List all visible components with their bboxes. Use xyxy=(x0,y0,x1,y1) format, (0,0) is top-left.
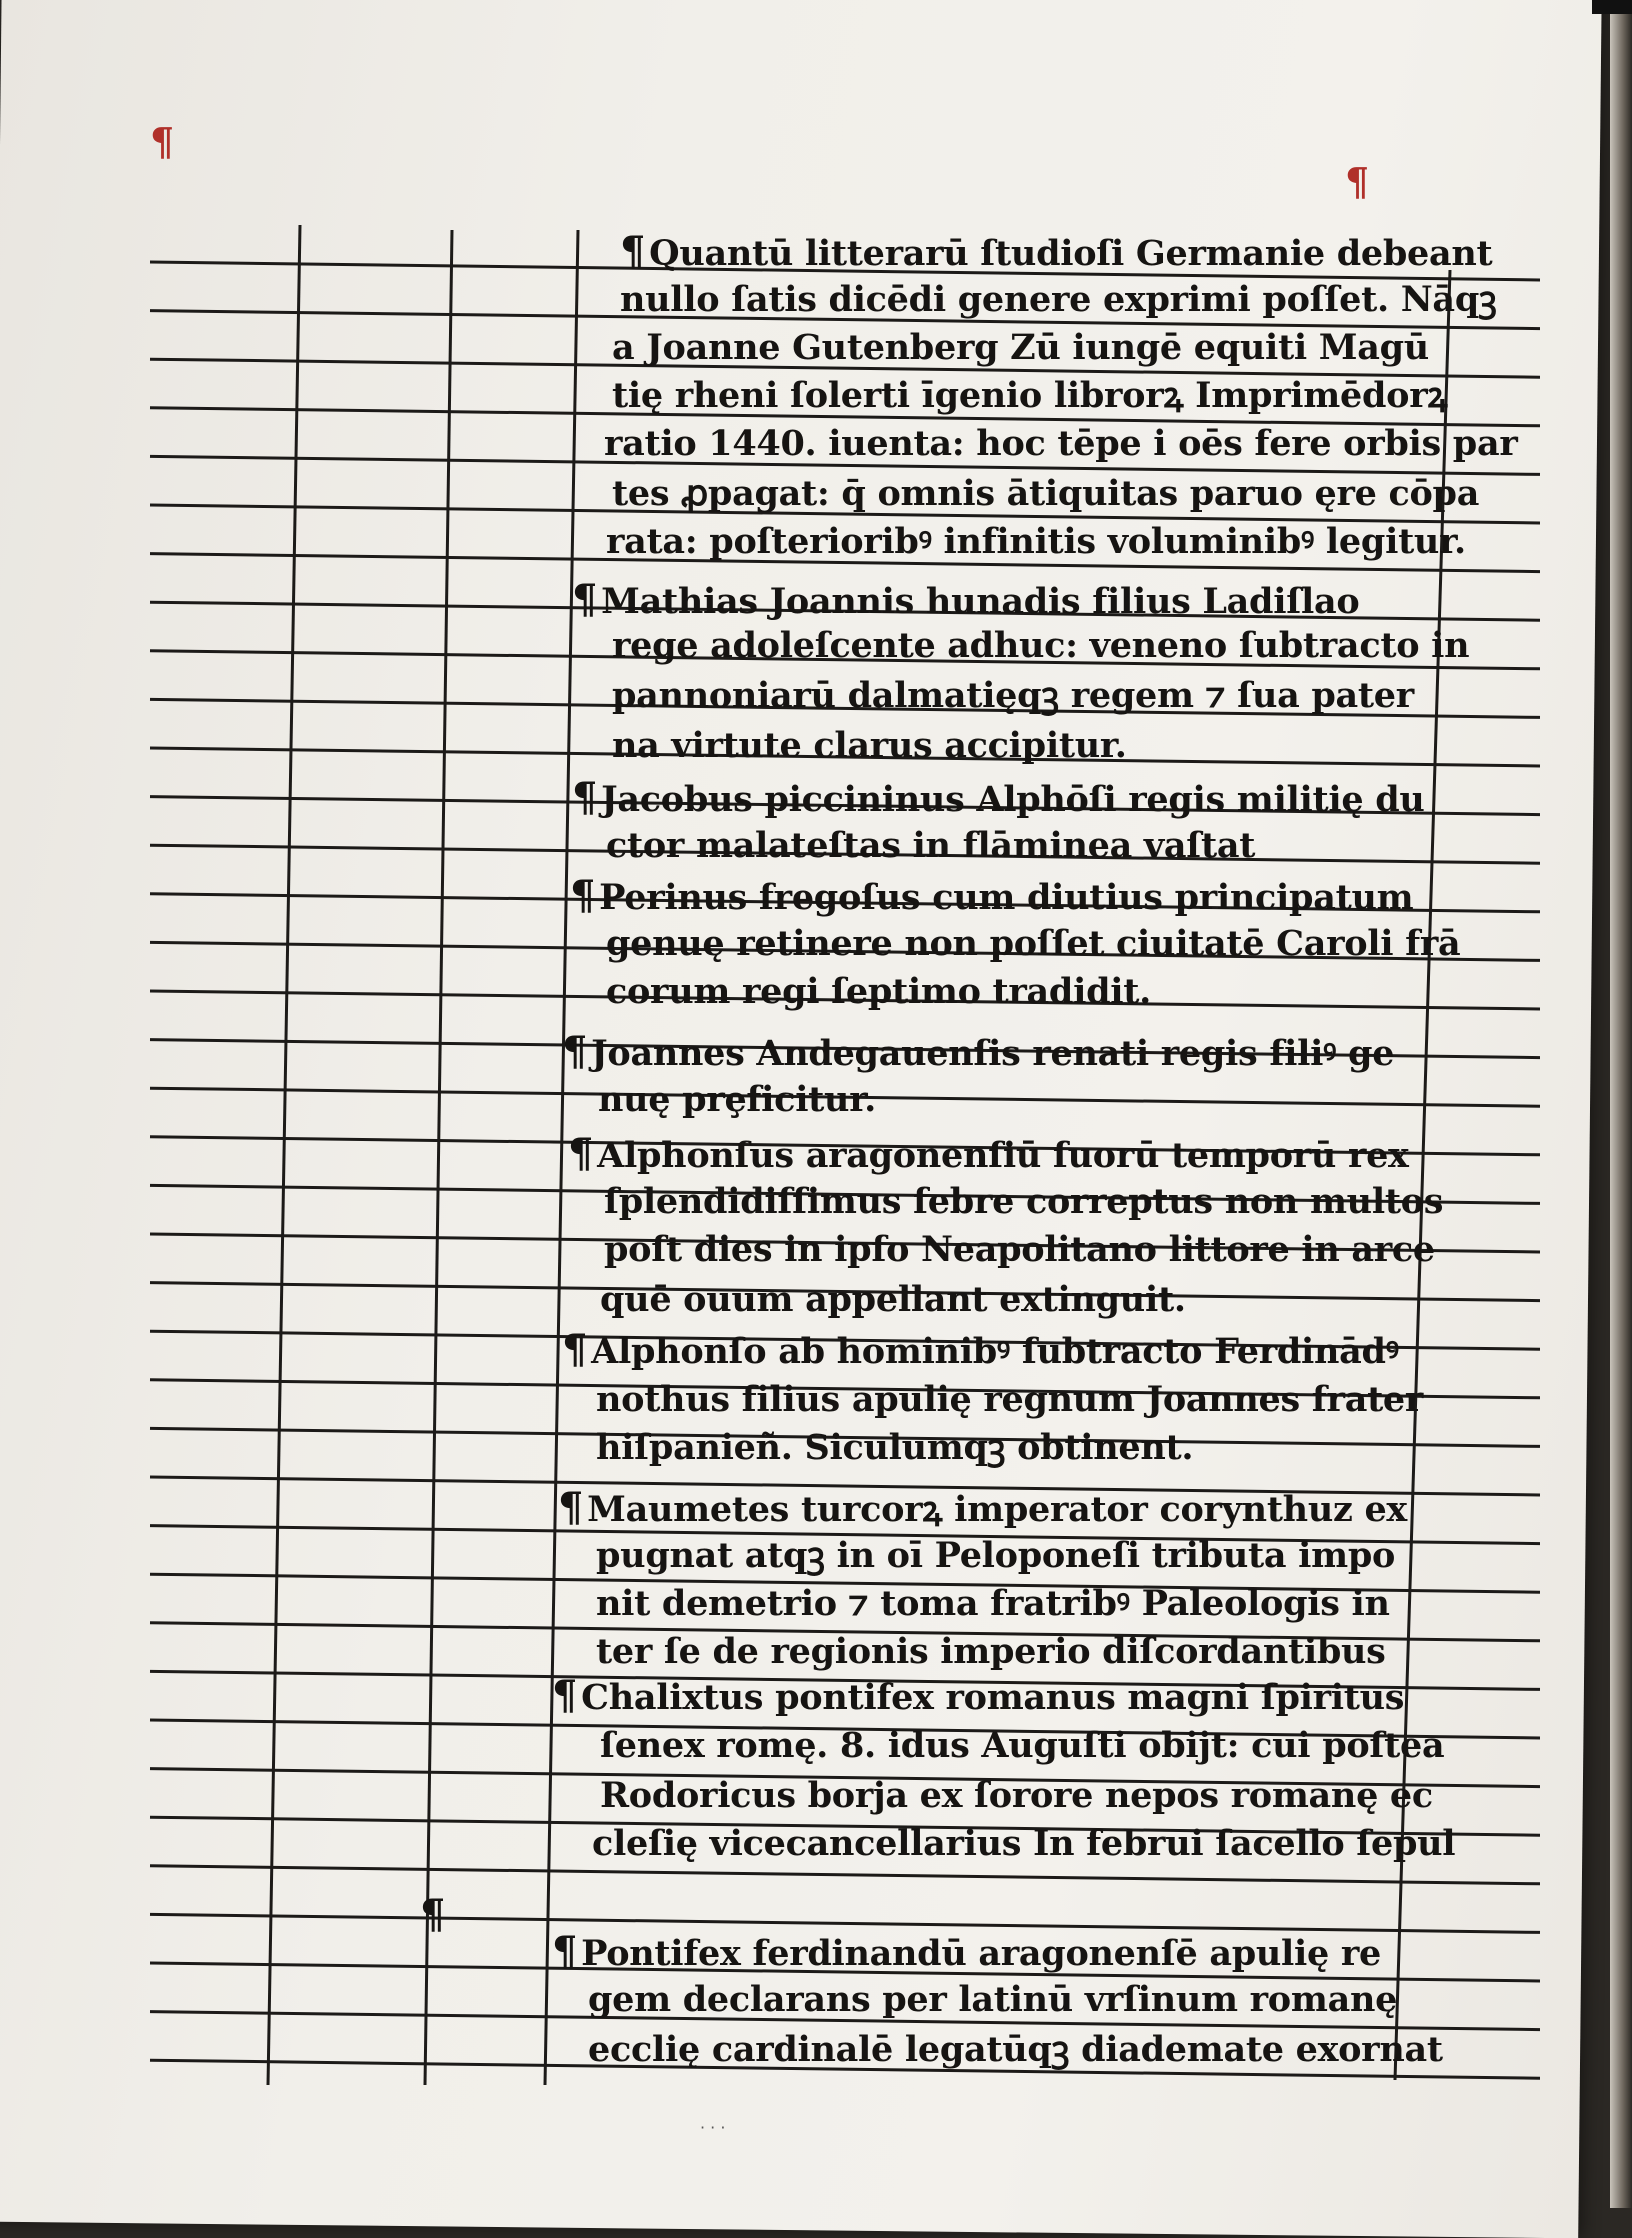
paragraph-mark-icon: ¶ xyxy=(420,1891,446,1938)
entry-text: nullo ſatis dicēdi genere exprimi poſſet. Nāqꝫ xyxy=(620,279,1497,320)
entry-line xyxy=(606,826,1255,866)
entry-text: ſenex romę. 8. idus Auguſti obijt: cui poſtea xyxy=(600,1725,1445,1766)
entry-line xyxy=(604,1182,1443,1222)
paragraph-mark-icon: ¶ xyxy=(558,1484,584,1531)
entry-text: ecclię cardinalē legatūqꝫ diademate exornat xyxy=(588,2029,1443,2070)
entry-text: quē ouum appellant extinguit. xyxy=(600,1279,1186,1320)
entry-text: poſt dies in ipſo Neapolitano littore in arce xyxy=(604,1229,1435,1270)
entry-line xyxy=(604,424,1517,464)
entry-text: pannoniarū dalmatięqꝫ regem ⁊ ſua pater xyxy=(612,675,1414,716)
entry-text: hiſpanieñ. Siculumqꝫ obtinent. xyxy=(596,1427,1194,1468)
paragraph-mark-icon: ¶ xyxy=(568,1130,594,1177)
entry-text: ter ſe de regionis imperio diſcordantibus xyxy=(596,1631,1386,1672)
entry-line xyxy=(606,522,1466,562)
paragraph-mark-icon: ¶ xyxy=(570,872,596,919)
entry-line xyxy=(612,626,1469,666)
paragraph-mark-icon: ¶ xyxy=(552,1928,578,1975)
entry-line xyxy=(572,774,1425,821)
entry-line xyxy=(596,1536,1395,1576)
entry-text: rata: poſterioribꝰ infinitis voluminibꝰ legitur. xyxy=(606,521,1466,562)
paragraph-mark-icon: ¶ xyxy=(150,119,175,164)
entry-text: Quantū litterarū ſtudioſi Germanie debeant xyxy=(649,233,1493,274)
entry-line xyxy=(612,474,1479,514)
entry-text: a Joanne Gutenberg Zū iungē equiti Magū xyxy=(612,327,1429,368)
column-rule xyxy=(268,225,300,2085)
entry-line xyxy=(572,576,1360,623)
entry-text: cleſię vicecancellarius In februi ſacello ſepul xyxy=(592,1823,1456,1864)
entry-line xyxy=(596,1428,1193,1468)
pontificate-line xyxy=(420,1891,449,1938)
entry-line xyxy=(620,228,1493,275)
entry-line xyxy=(598,1080,876,1120)
paragraph-mark-icon: ¶ xyxy=(620,228,646,275)
horizontal-rule xyxy=(150,1914,1540,1932)
entry-line xyxy=(604,1230,1435,1270)
entry-line xyxy=(592,1824,1455,1864)
entry-line xyxy=(596,1380,1423,1420)
entry-line xyxy=(562,1326,1399,1373)
entry-line xyxy=(570,872,1414,919)
entry-text: Rodoricus borja ex ſorore nepos romanę ec xyxy=(600,1775,1433,1816)
entry-text: ctor malateſtas in flāminea vaſtat xyxy=(606,825,1256,866)
entry-text: nit demetrio ⁊ toma fratribꝰ Paleologis in xyxy=(596,1583,1390,1624)
entry-line xyxy=(612,726,1127,766)
entry-line xyxy=(600,1726,1444,1766)
entry-text: Alphonſus aragonenſiū ſuorū temporū rex xyxy=(597,1135,1409,1176)
paragraph-mark-icon: ¶ xyxy=(1345,159,1370,204)
paragraph-mark-icon: ¶ xyxy=(572,774,598,821)
entry-text: tes ꝓpagat: q̄ omnis ātiquitas paruo ęre cōpa xyxy=(612,473,1480,514)
entry-line xyxy=(620,280,1497,320)
entry-text: pugnat atqꝫ in oī Peloponeſi tributa impo xyxy=(596,1535,1396,1576)
entry-text: rege adoleſcente adhuc: veneno ſubtracto in xyxy=(612,625,1470,666)
entry-text: ſplendidiſſimus febre correptus non multos xyxy=(604,1181,1444,1222)
entry-line xyxy=(606,972,1151,1012)
paragraph-mark-icon: ¶ xyxy=(552,1672,578,1719)
entry-line xyxy=(568,1130,1409,1177)
paragraph-mark-icon: ¶ xyxy=(562,1326,588,1373)
entry-text: Alphonſo ab hominibꝰ ſubtracto Ferdinādꝰ xyxy=(591,1331,1399,1372)
entry-text: ratio 1440. iuenta: hoc tēpe i oēs fere orbis par xyxy=(604,423,1518,464)
entry-text: Maumetes turcorꝝ imperator corynthuz ex xyxy=(587,1489,1407,1530)
entry-text: Chalixtus pontifex romanus magni ſpiritus xyxy=(581,1677,1405,1718)
entry-text: tię rheni ſolerti īgenio librorꝝ Imprimēdorꝝ xyxy=(612,375,1448,416)
entry-line xyxy=(600,1776,1433,1816)
entry-line xyxy=(552,1672,1405,1719)
entry-text: nothus filius apulię regnum Joannes frater xyxy=(596,1379,1424,1420)
horizontal-rule xyxy=(150,1866,1540,1884)
entry-line xyxy=(562,1028,1395,1075)
paragraph-mark-icon: ¶ xyxy=(562,1028,588,1075)
entry-line xyxy=(606,924,1460,964)
page-mark: · · · xyxy=(700,2118,726,2137)
entry-text: genuę retinere non poſſet ciuitatē Caroli frā xyxy=(606,923,1461,964)
entry-text: gem declarans per latinū vrſinum romanę xyxy=(588,1979,1398,2020)
entry-line xyxy=(600,1280,1186,1320)
entry-text: corum regi ſeptimo tradidit. xyxy=(606,971,1152,1012)
entry-text: nuę prȩficitur. xyxy=(598,1079,877,1120)
entry-line xyxy=(588,2030,1443,2070)
entry-text: Perinus fregoſus cum diutius principatum xyxy=(599,877,1414,918)
entry-text: na virtute clarus accipitur. xyxy=(612,725,1127,766)
entry-line xyxy=(552,1928,1382,1975)
entry-line xyxy=(596,1584,1390,1624)
entry-line xyxy=(612,328,1429,368)
entry-line xyxy=(612,676,1414,716)
entry-line xyxy=(612,376,1447,416)
paragraph-mark-icon: ¶ xyxy=(572,576,598,623)
entry-line xyxy=(558,1484,1407,1531)
entry-text: Mathias Joannis hunadis filius Ladiſlao xyxy=(601,581,1360,622)
entry-line xyxy=(596,1632,1386,1672)
entry-text: Jacobus piccininus Alphōſi regis militię du xyxy=(601,779,1425,820)
entry-text: Joannes Andegauenſis renati regis filiꝰ ge xyxy=(591,1033,1395,1074)
entry-text: Pontifex ferdinandū aragonenſē apulię re xyxy=(581,1933,1382,1974)
entry-line xyxy=(588,1980,1397,2020)
